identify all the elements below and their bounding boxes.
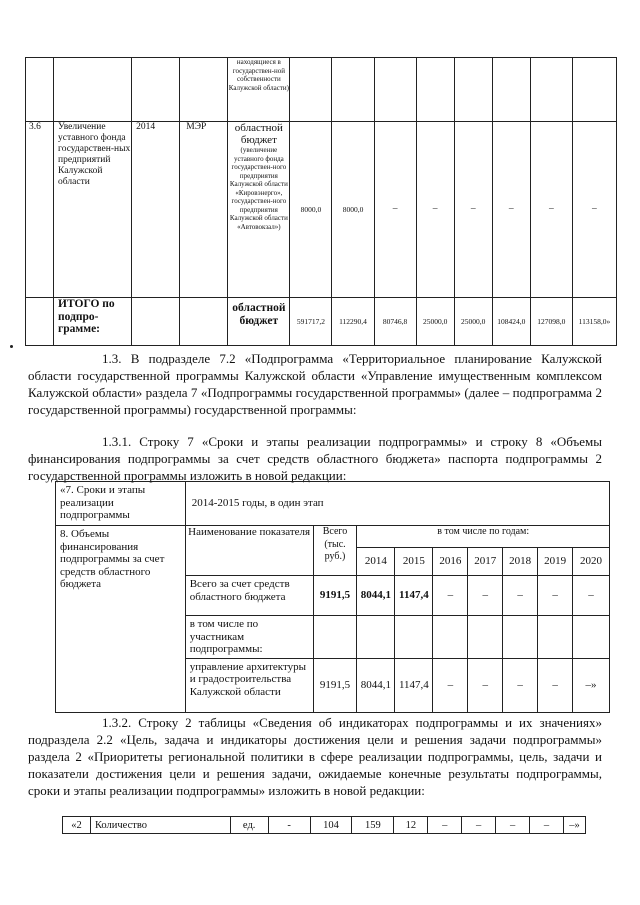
- value-cell: 1147,4: [395, 658, 433, 712]
- value-cell: –: [454, 122, 492, 298]
- measure-name: Увеличение уставного фонда государствен-ных предприятий Калужской области: [54, 122, 132, 298]
- value-cell: –: [538, 576, 573, 616]
- col-years-header: в том числе по годам:: [357, 526, 610, 548]
- year-header: 2014: [357, 548, 395, 576]
- total-value: 25000,0: [454, 298, 492, 346]
- col-total-header: Всего (тыс. руб.): [313, 526, 357, 576]
- total-value: 80746,8: [374, 298, 416, 346]
- value-cell: 1147,4: [395, 576, 433, 616]
- value-cell: –: [530, 817, 564, 834]
- value-cell: –: [468, 658, 503, 712]
- value-cell: –: [572, 122, 616, 298]
- measure-executor: МЭР: [180, 122, 228, 298]
- total-value: 127098,0: [530, 298, 572, 346]
- value-cell: 159: [352, 817, 394, 834]
- year-header: 2020: [573, 548, 610, 576]
- funding-source-cell: [228, 122, 290, 298]
- program-table: [25, 57, 617, 346]
- value-cell: –: [416, 122, 454, 298]
- passport-table: [55, 481, 610, 713]
- funding-source-cell: находящиеся в государствен-ной собственности Калужской области): [228, 58, 290, 122]
- value-cell: –: [538, 658, 573, 712]
- paragraph-1-3: 1.3. В подразделе 7.2 «Подпрограмма «Территориальное планирование Калужской области государственной программы Калужской области «Управление имущественным комплексом Калужской области» раздела 7 «Подпрограммы государственной программы» (далее – подпрограмма 2 государственной программы) государственной программы:: [28, 351, 602, 417]
- total-source: областной бюджет: [228, 298, 290, 346]
- value-cell: –: [433, 576, 468, 616]
- total-value: 112290,4: [332, 298, 374, 346]
- total-value: 108424,0: [492, 298, 530, 346]
- total-label: ИТОГО по подпро-грамме:: [54, 298, 132, 346]
- value-cell: 8000,0: [290, 122, 332, 298]
- row-total-label: Всего за счет средств областного бюджета: [185, 576, 313, 616]
- indicator-unit: ед.: [230, 817, 268, 834]
- scan-dot: [10, 345, 13, 348]
- value-cell: –: [530, 122, 572, 298]
- value-cell: -: [268, 817, 310, 834]
- indicator-table: [62, 816, 586, 834]
- value-cell: –: [433, 658, 468, 712]
- value-cell: –»: [573, 658, 610, 712]
- table-row: [26, 122, 617, 298]
- col-name-header: Наименование показателя: [185, 526, 313, 576]
- value-cell: –: [374, 122, 416, 298]
- value-cell: 8044,1: [357, 576, 395, 616]
- year-header: 2016: [433, 548, 468, 576]
- value-cell: 8044,1: [357, 658, 395, 712]
- value-cell: –: [468, 576, 503, 616]
- value-cell: 8000,0: [332, 122, 374, 298]
- value-cell: 9191,5: [313, 576, 357, 616]
- table-row: [63, 817, 586, 834]
- paragraph-1-3-1: 1.3.1. Строку 7 «Сроки и этапы реализации подпрограммы» и строку 8 «Объемы финансирования подпрограммы за счет средств областного бюджета» паспорта подпрограммы 2 государственной программы изложить в новой редакции:: [28, 434, 602, 483]
- row-dept-label: управление архитектуры и градостроительства Калужской области: [185, 658, 313, 712]
- total-value: 113158,0»: [572, 298, 616, 346]
- value-cell: –: [573, 576, 610, 616]
- value-cell: –: [462, 817, 496, 834]
- value-cell: –: [492, 122, 530, 298]
- table-row: [26, 298, 617, 346]
- table-row: [56, 482, 610, 526]
- measure-year: 2014: [132, 122, 180, 298]
- indicator-name: Количество: [90, 817, 230, 834]
- row7-value: 2014-2015 годы, в один этап: [185, 482, 609, 526]
- total-value: 591717,2: [290, 298, 332, 346]
- total-value: 25000,0: [416, 298, 454, 346]
- value-cell: –: [428, 817, 462, 834]
- table-row: [26, 58, 617, 122]
- year-header: 2015: [395, 548, 433, 576]
- value-cell: –: [503, 576, 538, 616]
- paragraph-1-3-2: 1.3.2. Строку 2 таблицы «Сведения об индикаторах подпрограммы и их значениях» подраздела 2.2 «Цель, задача и индикаторы достижения цели и решения задачи подпрограммы» раздела 2 «Приоритеты региональной политики в сфере реализации подпрограммы, цель, задачи и показатели достижения цели и решения задачи, ожидаемые конечные результаты подпрограммы, сроки и этапы реализации подпрограммы» изложить в новой редакции:: [28, 715, 602, 798]
- value-cell: 104: [310, 817, 352, 834]
- row8-label: 8. Объемы финансирования подпрограммы за счет средств областного бюджета: [56, 526, 186, 713]
- year-header: 2018: [503, 548, 538, 576]
- funding-source-detail: (увеличение уставного фонда государствен-ного предприятия Калужской области «Кировэнерго», государствен-ного предприятия Калужской области «Автовокзал»): [229, 146, 288, 231]
- row7-label: «7. Сроки и этапы реализации подпрограммы: [56, 482, 186, 526]
- indicator-number: «2: [63, 817, 91, 834]
- row-number: 3.6: [26, 122, 54, 298]
- funding-source-title: областной бюджет: [234, 122, 283, 146]
- value-cell: –»: [563, 817, 585, 834]
- value-cell: 9191,5: [313, 658, 357, 712]
- year-header: 2019: [538, 548, 573, 576]
- value-cell: 12: [394, 817, 428, 834]
- value-cell: –: [503, 658, 538, 712]
- value-cell: –: [496, 817, 530, 834]
- row-incl-label: в том числе по участникам подпрограммы:: [185, 616, 313, 659]
- year-header: 2017: [468, 548, 503, 576]
- table-row: [56, 526, 610, 548]
